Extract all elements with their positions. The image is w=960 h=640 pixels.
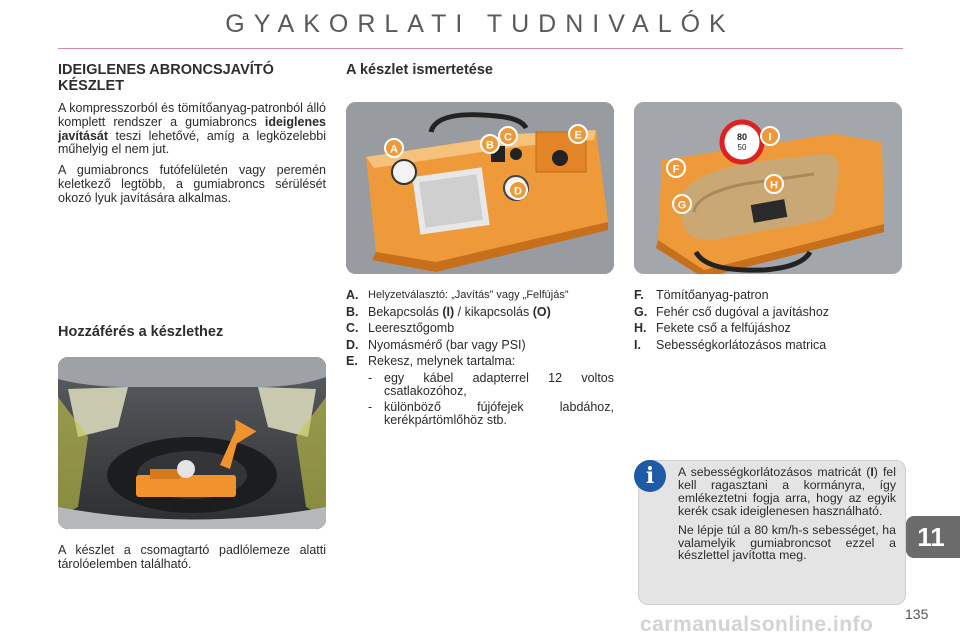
list-item: A. Helyzetválasztó: „Javítás” vagy „Felfújás”: [346, 288, 569, 302]
callout-label-d: [509, 181, 527, 199]
list-item: G. Fehér cső dugóval a javításhoz: [634, 304, 830, 319]
callout-label-f: [667, 159, 685, 177]
speed-limit-top: 80: [736, 132, 748, 142]
section-heading: IDEIGLENES ABRONCSJAVÍTÓ KÉSZLET: [58, 62, 274, 94]
trunk-illustration: [58, 357, 326, 529]
info-callout-text: [678, 466, 896, 562]
access-caption: A készlet a csomagtartó padlólemeze alatti tárolóelemben található.: [58, 543, 326, 571]
svg-text:E: E: [574, 129, 582, 142]
intro-section: [58, 62, 326, 206]
header-divider: [58, 48, 903, 49]
callout-label-b: [481, 135, 499, 153]
speed-limit-bottom: 50: [737, 143, 747, 152]
list-item: I. Sebességkorlátozásos matrica: [634, 337, 827, 352]
list-item: E. Rekesz, melynek tartalma:: [346, 354, 516, 368]
svg-text:B: B: [486, 139, 494, 152]
callout-label-g: [673, 195, 691, 213]
info-icon: i: [634, 460, 666, 492]
sealant-illustration: [634, 102, 902, 274]
parts-list-sealant: [634, 287, 902, 353]
list-item: B. Bekapcsolás (I) / kikapcsolás (O): [346, 304, 551, 319]
sealant-photo: [634, 102, 902, 274]
page-title: GYAKORLATI TUDNIVALÓK: [225, 10, 735, 38]
list-item: D. Nyomásmérő (bar vagy PSI): [346, 337, 526, 352]
callout-label-e: [569, 125, 587, 143]
usage-paragraph: A gumiabroncs futófelületén vagy peremén keletkező legtöbb, a gumiabroncs sérülését okozó lyuk javítására alkalmas.: [58, 163, 326, 205]
compressor-illustration: [346, 102, 614, 274]
emphasis: ideiglenes javítását: [58, 114, 326, 143]
compressor-photo: [346, 102, 614, 274]
svg-text:I: I: [768, 131, 772, 144]
list-item: H. Fekete cső a felfújáshoz: [634, 321, 791, 335]
svg-text:F: F: [672, 163, 680, 176]
intro-paragraph: A kompresszorból és tömítőanyag-patronból álló komplett rendszer a gumiabroncs ideiglenes javítását teszi lehetővé, amíg a legközelebbi műhelyig el nem jut.: [58, 101, 326, 157]
sub-list-item: - egy kábel adapterrel 12 voltos csatlakozóhoz,: [368, 370, 614, 398]
callout-label-i: [761, 127, 779, 145]
page-number: 135: [905, 606, 929, 622]
parts-list-compressor: [346, 287, 614, 428]
svg-text:D: D: [514, 185, 522, 198]
callout-paragraph: Ne lépje túl a 80 km/h-s sebességet, ha valamelyik gumiabroncsot ezzel a készlettel javította meg.: [678, 522, 896, 563]
svg-text:G: G: [677, 199, 687, 212]
callout-label-c: [499, 127, 517, 145]
list-item: F. Tömítőanyag-patron: [634, 288, 769, 302]
chapter-tab: 11: [906, 516, 960, 558]
sub-list-item: - különböző fújófejek labdához, kerékpártömlőhöz stb.: [368, 399, 614, 427]
access-heading: Hozzáférés a készlethez: [58, 324, 224, 340]
list-item: C. Leeresztőgomb: [346, 321, 455, 335]
svg-text:C: C: [504, 131, 512, 144]
svg-text:H: H: [770, 179, 778, 192]
callout-label-a: [385, 139, 403, 157]
svg-text:A: A: [390, 143, 398, 156]
trunk-photo: [58, 357, 326, 529]
callout-paragraph: A sebességkorlátozásos matricát (I) fel kell ragasztani a kormányra, így emlékeztetni fogja arra, hogy az egyik kerék csak ideiglenesen használható.: [678, 465, 896, 518]
callout-label-h: [765, 175, 783, 193]
watermark: carmanualsonline.info: [640, 613, 874, 636]
kit-heading: A készlet ismertetése: [346, 62, 493, 78]
